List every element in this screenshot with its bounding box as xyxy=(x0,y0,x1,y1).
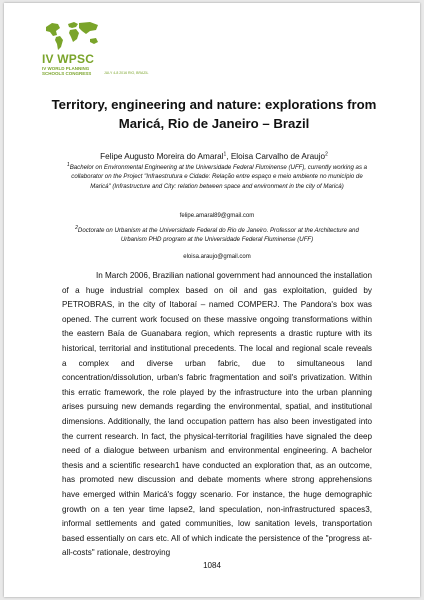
affiliation-1 xyxy=(62,163,372,191)
logo-subtitle: IV WORLD PLANNING SCHOOLS CONGRESS xyxy=(42,66,92,76)
affiliation-2 xyxy=(62,226,372,245)
paper-title: Territory, engineering and nature: explorations from Maricá, Rio de Janeiro – Brazil xyxy=(51,97,377,131)
affiliation-2-text: Doctorate on Urbanism at the Universidade Federal do Rio de Janeiro. Professor at the Architecture and Urbanism PHD program at the Universidade Federal Fluminense (UFF) xyxy=(77,227,359,244)
author-2-marker: 2 xyxy=(325,151,328,158)
affiliation-1-marker: 1 xyxy=(66,161,70,168)
affiliation-2-marker: 2 xyxy=(75,224,78,231)
affiliation-1-text: Bachelor on Environmental Engineering at the Universidade Federal Fluminense (UFF), currently working as a collaborator on the Project "Infraestrutura e Cidade: Relação entre espaço e meio ambiente no município de Maricá" (Infrastructure and City: relation between space and environment in the city of Maricá) xyxy=(69,164,368,190)
author-separator: , xyxy=(226,152,231,161)
author-2: Eloisa Carvalho de Araujo xyxy=(230,152,326,161)
page-number: 1084 xyxy=(203,561,221,570)
email-2: eloisa.araujo@gmail.com xyxy=(183,254,251,260)
author-1: Felipe Augusto Moreira do Amaral xyxy=(100,152,224,161)
author-1-marker: 1 xyxy=(223,151,227,158)
body-paragraph: In March 2006, Brazilian national government had announced the installation of a huge industrial complex based on oil and gas exploitation, guided by PETROBRAS, in the city of Itaboraí – named COMPERJ. The Pandora's box was opened. The current work focused on these massive ongoing transformations within the eastern Baía de Guanabara region, which represents a drastic rupture with its historical, territorial and institutional precedents. The local and regional scale reveals a complex and diverse urban fabric, due to simultaneous land concentration/dissolution, urban's fabric fragmentation and soil's privatization. Within this erratic framework, the role played by the infrastructure into the urban planning arises pursuing new demands regarding the environmental, spatial, and institutional dimensions. Additionally, the land occupation pattern has also been investigated into the current research. In fact, the physical-territorial fragilities have signaled the deep need of a dialogue between urbanism and environmental engineering. A bachelor thesis and a scientific research1 have conducted an exploration that, as an outcome, has promoted new discussion and debate moments where strong apprehensions have emerged within Maricá's foggy scenario. For instance, the huge demographic growth on a ten year time lapse2, land speculation, non-infrastructured spaces3, informal settlements and gated communities, low sanitation levels, transportation based essentially on cars etc. All of which indicate the persistence of the "progress at-all-costs" rationale, destroying xyxy=(62,271,372,558)
world-map-icon xyxy=(42,17,104,53)
email-1: felipe.amaral89@gmail.com xyxy=(179,213,255,219)
logo-brand: IV WPSC xyxy=(42,52,95,66)
congress-logo xyxy=(42,17,182,77)
author-line xyxy=(44,151,384,162)
logo-tagline: JULY 4-8 2016 RIO, BRAZIL xyxy=(104,71,149,75)
paper-page xyxy=(4,3,420,597)
